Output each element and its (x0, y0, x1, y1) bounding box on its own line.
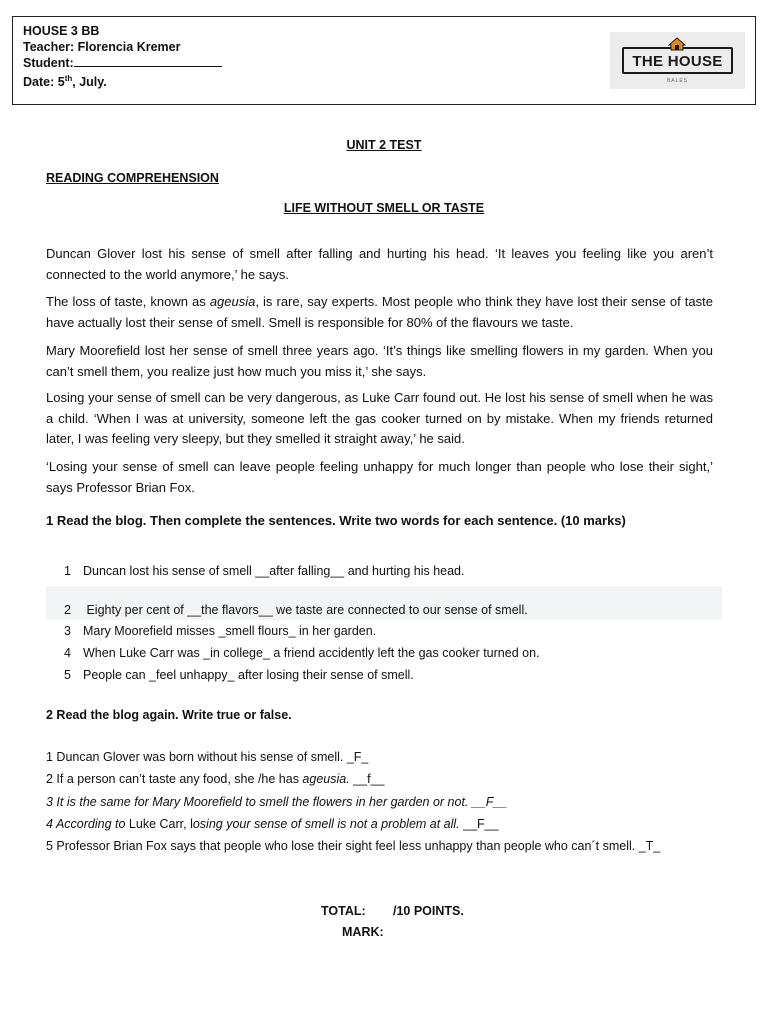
teacher-label: Teacher: Florencia Kremer (23, 40, 181, 54)
logo-subtext: BALES (666, 78, 689, 84)
q1-item: 5 People can _feel unhappy_ after losing their sense of smell. (64, 668, 414, 682)
student-field (23, 55, 222, 71)
q1-item: 2 Eighty per cent of __the flavors__ we taste are connected to our sense of smell. (64, 603, 528, 617)
tf-statement-4: 4 According to Luke Carr, losing your sense of smell is not a problem at all. __F__ (46, 817, 499, 831)
paragraph-5: ‘Losing your sense of smell can leave people feeling unhappy for much longer than people who lose their sight,’ says Professor Brian Fox. (46, 459, 713, 495)
tf-statement-3: 3 It is the same for Mary Moorefield to smell the flowers in her garden or not. __F__ (46, 795, 508, 809)
paragraph-2: The loss of taste, known as ageusia, is rare, say experts. Most people who think they have lost their sense of taste have actually lost their sense of smell. Smell is responsible for 80% of the flavours we taste. (46, 294, 713, 330)
tf-statement-5: 5 Professor Brian Fox says that people who lose their sight feel less unhappy than people who can´t smell. _T_ (46, 839, 661, 853)
tf-statement-1: 1 Duncan Glover was born without his sense of smell. _F_ (46, 750, 369, 764)
points-label: /10 POINTS. (393, 904, 464, 918)
class-label: HOUSE 3 BB (23, 24, 100, 38)
school-logo (610, 32, 745, 89)
article-title: LIFE WITHOUT SMELL OR TASTE (283, 201, 485, 215)
mark-label: MARK: (342, 925, 384, 939)
student-blank-line (74, 55, 222, 67)
q1-item: 4 When Luke Carr was _in college_ a friend accidently left the gas cooker turned on. (64, 646, 540, 660)
question-1-heading: 1 Read the blog. Then complete the sentences. Write two words for each sentence. (10 marks) (46, 513, 626, 528)
q1-item: 1 Duncan lost his sense of smell __after falling__ and hurting his head. (64, 564, 465, 578)
paragraph-1: Duncan Glover lost his sense of smell after falling and hurting his head. ‘It leaves you feeling like you aren’t connected to the world anymore,’ he says. (46, 246, 713, 282)
student-label: Student: (23, 56, 74, 70)
question-2-heading: 2 Read the blog again. Write true or false. (46, 708, 292, 722)
section-title: READING COMPREHENSION (46, 171, 219, 185)
header-box (12, 16, 756, 105)
tf-statement-2: 2 If a person can’t taste any food, she /he has ageusia. __f__ (46, 772, 385, 786)
unit-title: UNIT 2 TEST (346, 138, 422, 152)
house-icon (668, 37, 686, 51)
paragraph-3: Mary Moorefield lost her sense of smell three years ago. ‘It’s things like smelling flowers in my garden. When you can’t smell them, you realize just how much you miss it,’ she says. (46, 343, 713, 379)
total-label: TOTAL: (321, 904, 366, 918)
q1-item: 3 Mary Moorefield misses _smell flours_ in her garden. (64, 624, 377, 638)
logo-text: THE HOUSE (632, 53, 723, 70)
date-label: Date: 5th, July. (23, 74, 107, 90)
paragraph-4: Losing your sense of smell can be very dangerous, as Luke Carr found out. He lost his sense of smell when he was a child. ‘When I was at university, someone left the gas cooker turned on by mistake. When my friends returned later, I was feeling very sleepy, but they smelled it straight away,’ he said. (46, 390, 713, 446)
